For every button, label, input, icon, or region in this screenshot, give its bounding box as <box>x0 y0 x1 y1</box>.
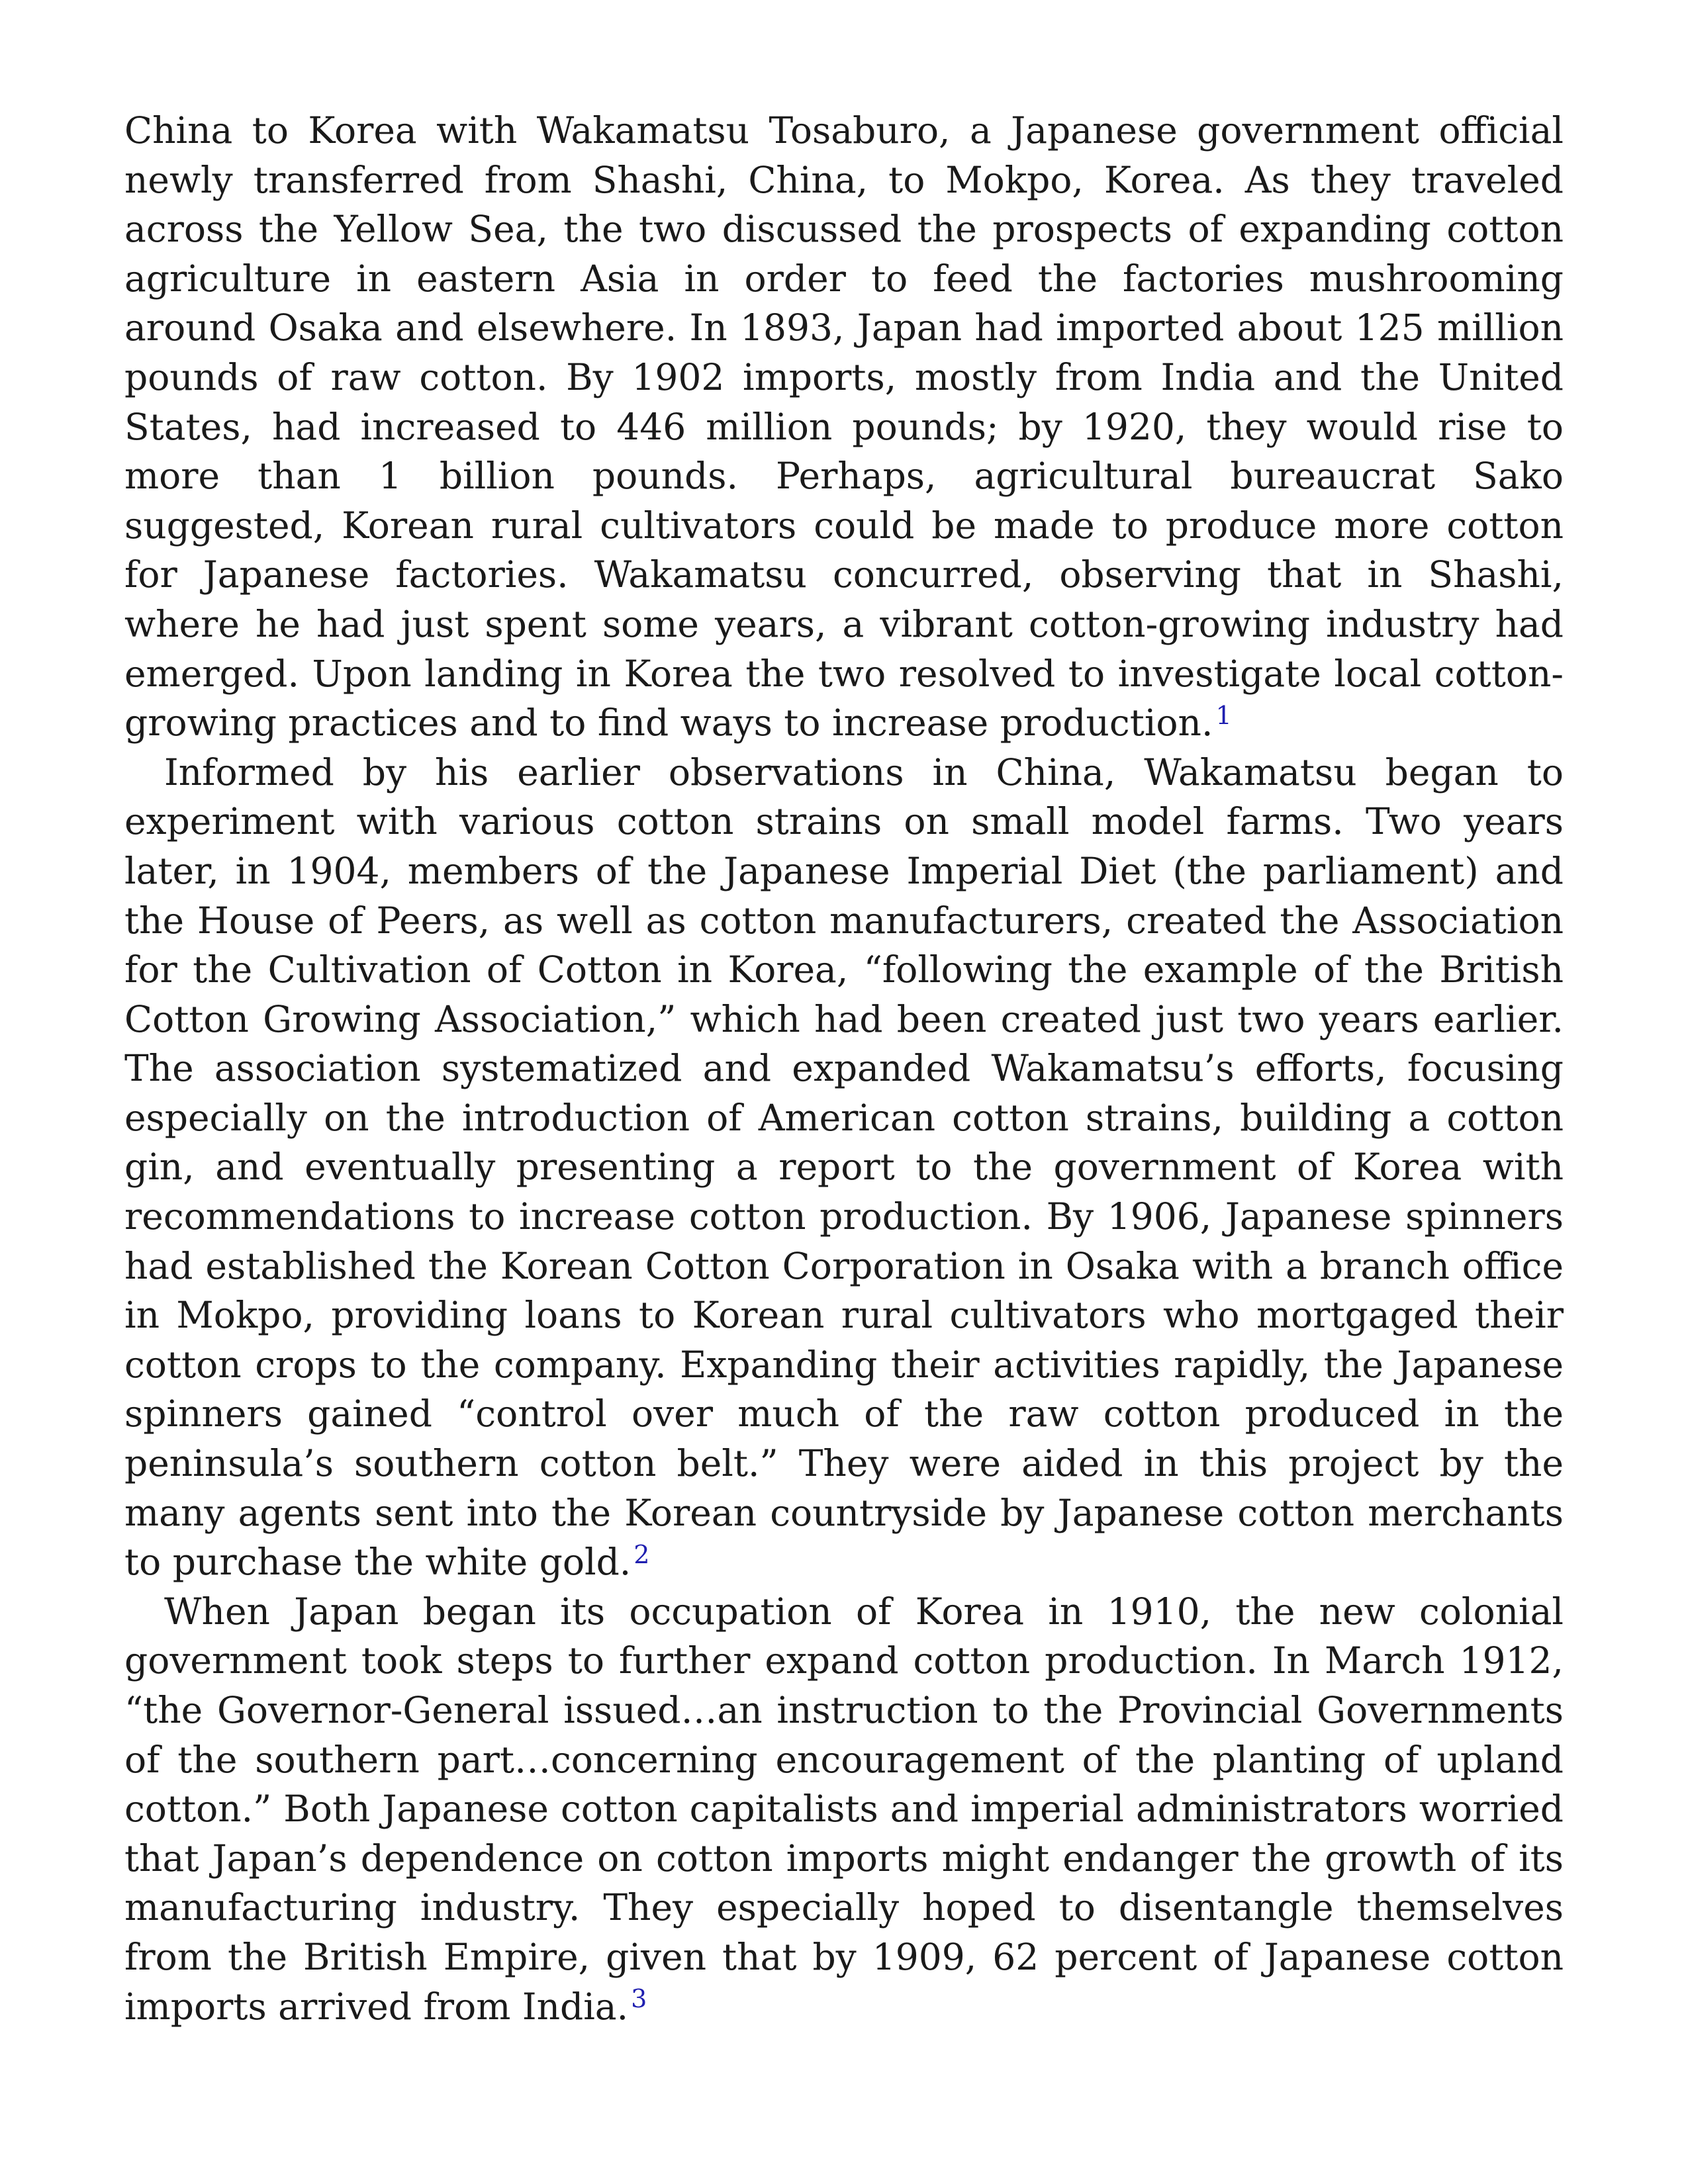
paragraph <box>124 106 1564 748</box>
paragraph-text: China to Korea with Wakamatsu Tosaburo, a Japanese government official newly transferred from Shashi, China, to Mokpo, Korea. As they traveled across the Yellow Sea, the two discussed the prospects of expanding cotton agriculture in eastern Asia in order to feed the factories mushrooming around Osaka and elsewhere. In 1893, Japan had imported about 125 million pounds of raw cotton. By 1902 imports, mostly from India and the United States, had increased to 446 million pounds; by 1920, they would rise to more than 1 billion pounds. Perhaps, agricultural bureaucrat Sako suggested, Korean rural cultivators could be made to produce more cotton for Japanese factories. Wakamatsu concurred, observing that in Shashi, where he had just spent some years, a vibrant cotton-growing industry had emerged. Upon landing in Korea the two resolved to investigate local cotton-growing practices and to find ways to increase production. <box>124 109 1564 745</box>
paragraph-text: Informed by his earlier observations in China, Wakamatsu began to experiment with various cotton strains on small model farms. Two years later, in 1904, members of the Japanese Imperial Diet (the parliament) and the House of Peers, as well as cotton manufacturers, created the Association for the Cultivation of Cotton in Korea, “following the example of the British Cotton Growing Association,” which had been created just two years earlier. The association systematized and expanded Wakamatsu’s efforts, focusing especially on the introduction of American cotton strains, building a cotton gin, and eventually presenting a report to the government of Korea with recommendations to increase cotton production. By 1906, Japanese spinners had established the Korean Cotton Corporation in Osaka with a branch office in Mokpo, providing loans to Korean rural cultivators who mortgaged their cotton crops to the company. Expanding their activities rapidly, the Japanese spinners gained “control over much of the raw cotton produced in the peninsula’s southern cotton belt.” They were aided in this project by the many agents sent into the Korean countryside by Japanese cotton merchants to purchase the white gold. <box>124 751 1564 1584</box>
footnote-link[interactable]: 2 <box>633 1540 650 1570</box>
document-page <box>124 106 1564 2031</box>
paragraph <box>124 748 1564 1587</box>
footnote-link[interactable]: 1 <box>1215 701 1232 731</box>
footnote-link[interactable]: 3 <box>631 1984 647 2014</box>
paragraph <box>124 1587 1564 2031</box>
paragraph-text: When Japan began its occupation of Korea in 1910, the new colonial government took steps to further expand cotton production. In March 1912, “the Governor-General issued…an instruction to the Provincial Governments of the southern part…concerning encouragement of the planting of upland cotton.” Both Japanese cotton capitalists and imperial administrators worried that Japan’s dependence on cotton imports might endanger the growth of its manufacturing industry. They especially hoped to disentangle themselves from the British Empire, given that by 1909, 62 percent of Japanese cotton imports arrived from India. <box>124 1590 1564 2028</box>
